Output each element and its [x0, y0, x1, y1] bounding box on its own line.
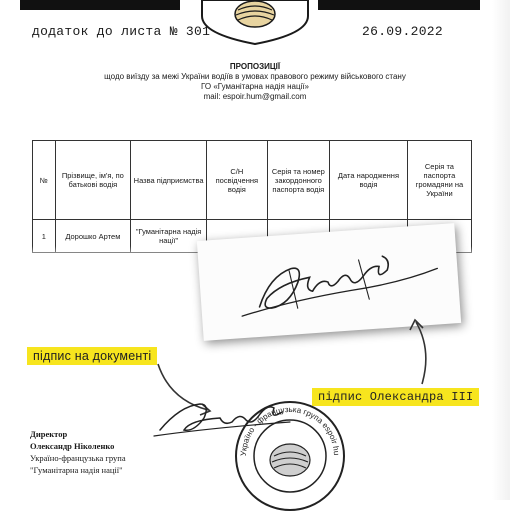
page-right-edge-shadow: [492, 0, 510, 500]
stamp-text: Україно - французька група espoir hu: [238, 404, 342, 457]
table-header-cell: Дата народження водія: [330, 141, 408, 220]
table-header-cell: Назва підприємства: [131, 141, 207, 220]
title-block: [40, 62, 470, 102]
table-cell: Дорошко Артем: [55, 220, 131, 253]
table-header-cell: С/Н посвідчення водія: [207, 141, 267, 220]
emblem-logo: [196, 0, 314, 46]
table-cell: 1: [33, 220, 56, 253]
table-header-row: [33, 141, 472, 220]
organization-name: ГО «Гуманітарна надія нації»: [201, 82, 309, 91]
stamp-seal-image: [232, 398, 348, 514]
table-cell: "Гуманітарна надія нації": [131, 220, 207, 253]
annex-reference: додаток до листа № 301: [32, 24, 211, 39]
alexander-signature-label: підпис Олександра III: [312, 388, 479, 406]
table-header-cell: Серія та паспорта громадяни на України: [407, 141, 471, 220]
document-title: ПРОПОЗИЦІЇ: [229, 62, 281, 71]
signatory-name: Олександр Ніколенко: [30, 441, 115, 451]
contact-email: mail: espoir.hum@gmail.com: [203, 92, 307, 101]
signatory-org-line1: Україно-французька група: [30, 453, 126, 463]
organization-stamp: [232, 398, 348, 514]
document-subtitle: щодо виїзду за межі України водіїв в умовах правового режиму військового стану: [104, 72, 406, 81]
document-signature-label: підпис на документі: [27, 347, 157, 365]
redaction-bar-right: [318, 0, 480, 10]
signatory-block: [30, 428, 126, 476]
redaction-bar-left: [20, 0, 180, 10]
arrow-to-inset-signature: [386, 310, 446, 390]
table-header-cell: Серія та номер закордонного паспорта водія: [267, 141, 330, 220]
document-date: 26.09.2022: [362, 24, 444, 39]
table-header-cell: Прізвище, ім'я, по батькові водія: [55, 141, 131, 220]
table-header-cell: №: [33, 141, 56, 220]
signatory-role: Директор: [30, 429, 68, 439]
signatory-org-line2: "Гуманітарна надія нації": [30, 465, 123, 475]
